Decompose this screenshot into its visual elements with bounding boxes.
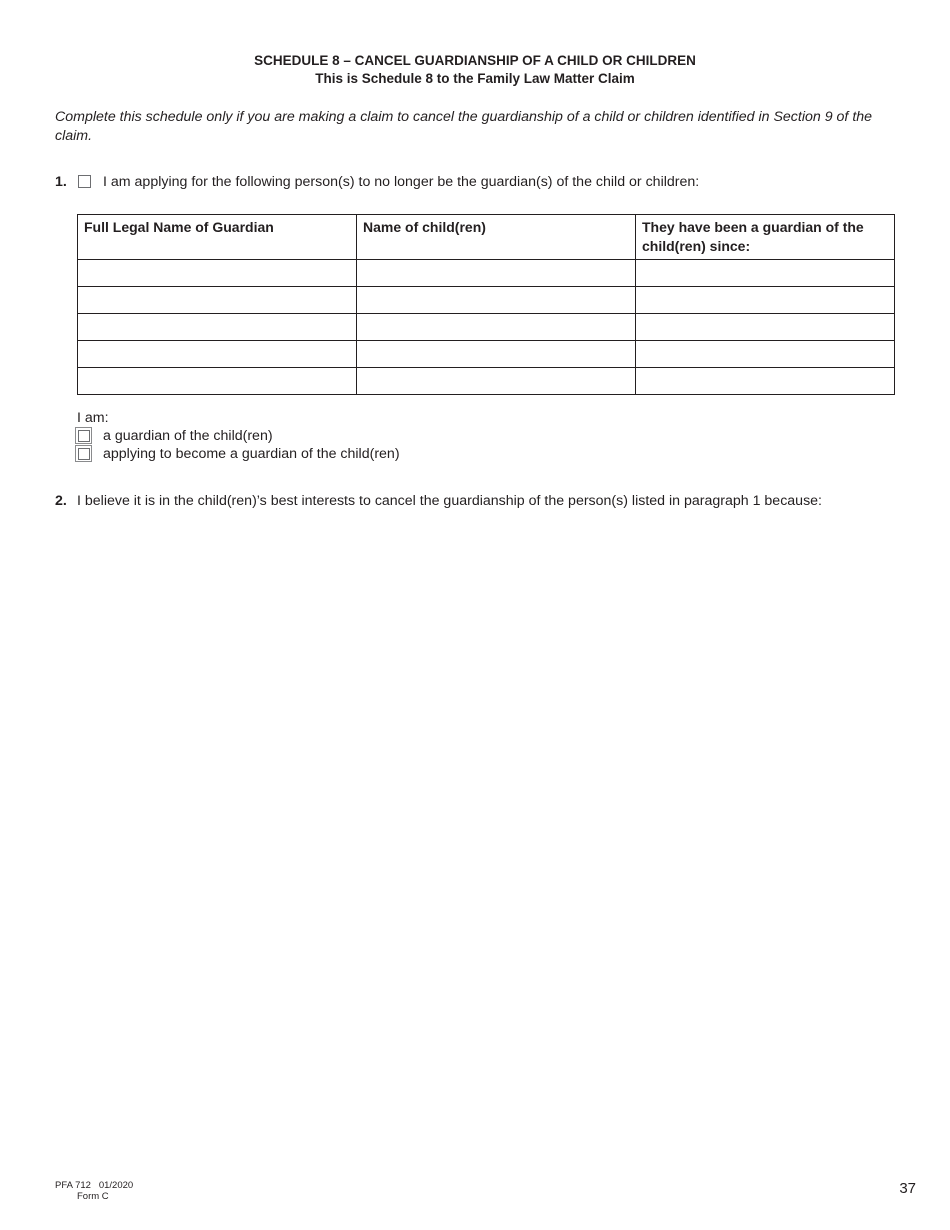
paragraph-2-text: I believe it is in the child(ren)’s best interests to cancel the guardianship of the person(s) listed in paragraph 1 because: [77, 493, 823, 509]
role-label: I am: [77, 410, 109, 426]
table-row [78, 260, 895, 287]
guardian-since-cell[interactable] [636, 314, 895, 341]
paragraph-1-checkbox[interactable] [78, 175, 91, 188]
instructions-text: Complete this schedule only if you are making a claim to cancel the guardianship of a child or children identified in Section 9 of the claim. [55, 109, 873, 144]
guardian-name-cell[interactable] [78, 314, 357, 341]
footer-form-info [55, 1180, 133, 1202]
guardians-table [77, 214, 895, 395]
checkbox-inner [78, 430, 90, 442]
guardian-name-cell[interactable] [78, 287, 357, 314]
child-name-cell[interactable] [357, 341, 636, 368]
child-name-cell[interactable] [357, 314, 636, 341]
footer-form-name: Form C [77, 1191, 109, 1202]
table-row [78, 287, 895, 314]
paragraph-2-number: 2. [55, 493, 67, 509]
guardian-since-cell[interactable] [636, 368, 895, 395]
table-row [78, 341, 895, 368]
table-row [78, 368, 895, 395]
role-applying-checkbox[interactable] [75, 445, 92, 462]
role-guardian-checkbox[interactable] [75, 427, 92, 444]
table-row [78, 314, 895, 341]
table-header-row [78, 215, 895, 260]
guardian-since-cell[interactable] [636, 341, 895, 368]
header-guardian-since: They have been a guardian of the child(ren) since: [636, 215, 895, 260]
child-name-cell[interactable] [357, 287, 636, 314]
child-name-cell[interactable] [357, 368, 636, 395]
checkbox-inner [78, 448, 90, 460]
guardian-name-cell[interactable] [78, 260, 357, 287]
paragraph-1-number: 1. [55, 174, 67, 190]
child-name-cell[interactable] [357, 260, 636, 287]
header-child-name: Name of child(ren) [357, 215, 636, 260]
guardian-name-cell[interactable] [78, 368, 357, 395]
paragraph-1-text: I am applying for the following person(s) to no longer be the guardian(s) of the child or children: [103, 174, 700, 190]
page-number: 37 [899, 1180, 916, 1197]
guardian-since-cell[interactable] [636, 260, 895, 287]
header-guardian-name: Full Legal Name of Guardian [78, 215, 357, 260]
schedule-header [0, 52, 950, 88]
role-guardian-label: a guardian of the child(ren) [103, 428, 273, 444]
schedule-title: SCHEDULE 8 – CANCEL GUARDIANSHIP OF A CHILD OR CHILDREN [254, 53, 696, 68]
guardian-name-cell[interactable] [78, 341, 357, 368]
schedule-subtitle: This is Schedule 8 to the Family Law Matter Claim [315, 71, 635, 86]
guardian-since-cell[interactable] [636, 287, 895, 314]
role-applying-label: applying to become a guardian of the child(ren) [103, 446, 400, 462]
footer-form-code: PFA 712 01/2020 [55, 1180, 134, 1191]
